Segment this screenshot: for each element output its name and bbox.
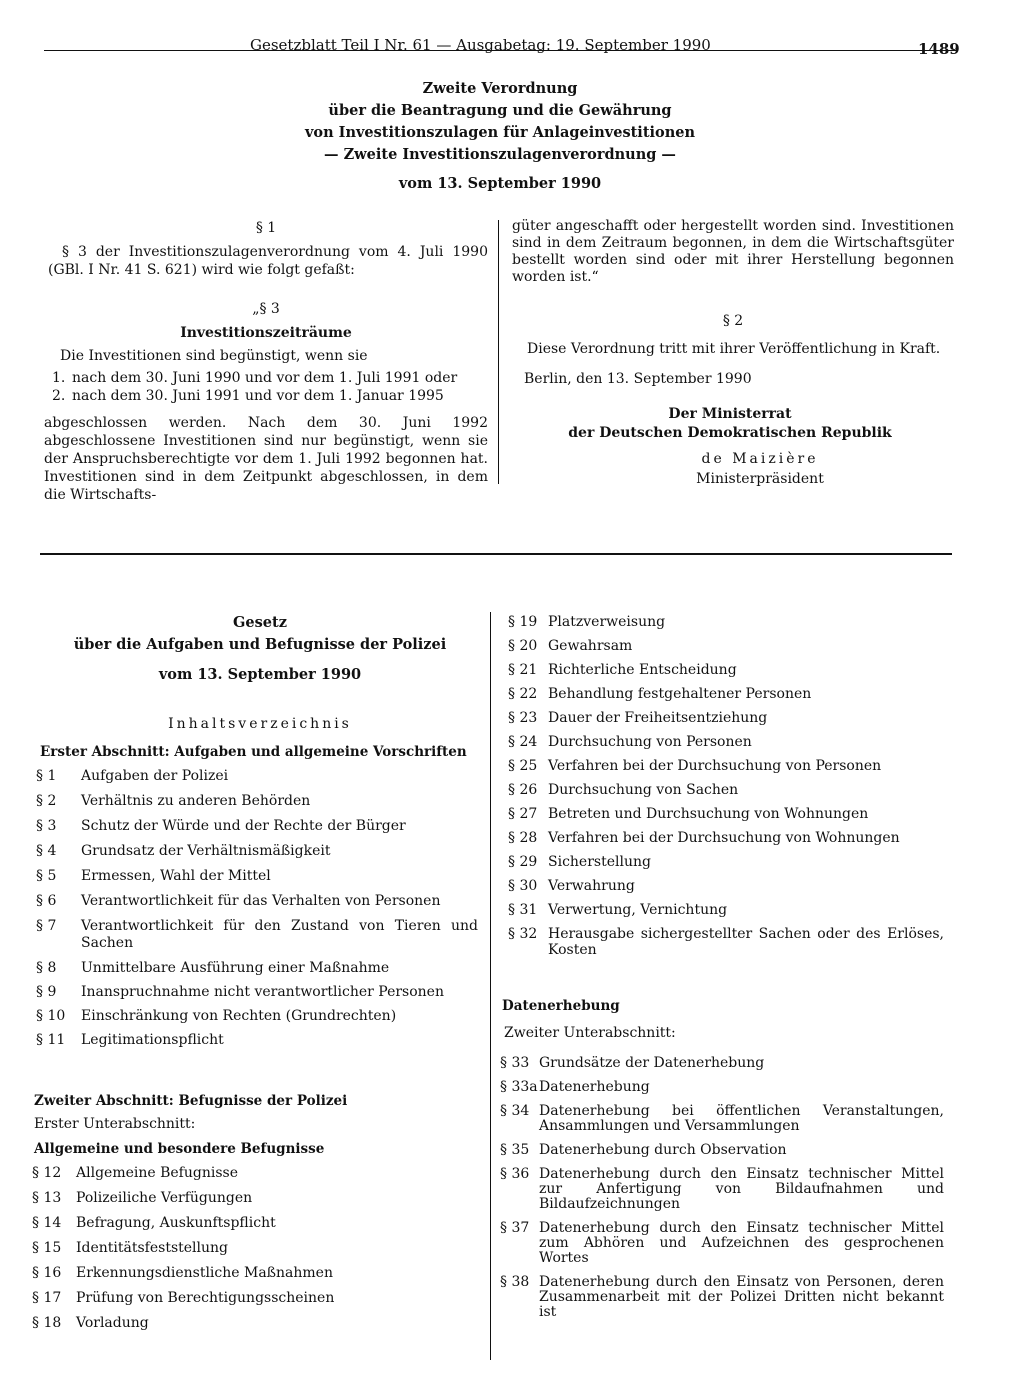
toc-item[interactable] [32, 1290, 478, 1307]
subsection-title: Datenerhebung [502, 998, 620, 1014]
toc-text: Polizeiliche Verfügungen [76, 1190, 253, 1206]
toc-number: § 23 [508, 710, 538, 726]
toc-text: Verfahren bei der Durchsuchung von Wohnungen [548, 830, 900, 846]
toc-number: § 19 [508, 614, 538, 630]
vo-title-line: über die Beantragung und die Gewährung [328, 102, 672, 119]
page-number: 1489 [918, 40, 960, 58]
toc-number: § 17 [32, 1290, 62, 1306]
section-heading: Erster Abschnitt: Aufgaben und allgemeine Vorschriften [40, 744, 467, 760]
toc-number: § 33 [500, 1055, 530, 1071]
section-heading: Zweiter Abschnitt: Befugnisse der Polizei [34, 1093, 348, 1109]
toc-item[interactable] [508, 614, 944, 630]
toc-number: § 10 [36, 1008, 66, 1024]
toc-number: § 9 [36, 984, 57, 1000]
toc-text: Datenerhebung durch den Einsatz technischer Mittel zur Anfertigung von Bildaufnahmen und Bildaufzeichnungen [539, 1166, 944, 1212]
toc-text: Verfahren bei der Durchsuchung von Personen [548, 758, 882, 774]
item-number: 2. [52, 388, 66, 404]
item-number: 1. [52, 370, 66, 386]
toc-item[interactable] [508, 806, 944, 822]
p3-heading: „§ 3 [252, 301, 280, 317]
toc-number: § 21 [508, 662, 538, 678]
toc-text: Dauer der Freiheitsentziehung [548, 710, 768, 726]
p1-text: § 3 der Investitionszulagenverordnung vom 4. Juli 1990 (GBl. I Nr. 41 S. 621) wird wie folgt gefaßt: [48, 244, 488, 278]
toc-item[interactable] [36, 818, 478, 835]
toc-number: § 30 [508, 878, 538, 894]
toc-number: § 3 [36, 818, 57, 834]
toc-item[interactable] [508, 830, 944, 846]
toc-number: § 6 [36, 893, 57, 909]
toc-text: Verantwortlichkeit für den Zustand von Tieren und Sachen [81, 918, 478, 951]
toc-item[interactable] [508, 758, 944, 774]
toc-number: § 4 [36, 843, 57, 859]
toc-item[interactable] [32, 1240, 478, 1257]
p3-intro: Die Investitionen sind begünstigt, wenn sie [60, 348, 368, 364]
toc-number: § 13 [32, 1190, 62, 1206]
toc-number: § 14 [32, 1215, 62, 1231]
toc-list-sec2 [32, 1165, 478, 1332]
vo-title [300, 78, 700, 195]
toc-text: Gewahrsam [548, 638, 633, 654]
toc-text: Betreten und Durchsuchung von Wohnungen [548, 806, 869, 822]
toc-number: § 38 [500, 1274, 530, 1290]
vo-date: vom 13. September 1990 [398, 175, 602, 192]
toc-item[interactable] [32, 1190, 478, 1207]
toc-number: § 22 [508, 686, 538, 702]
gesetz-title-line: Gesetz [233, 614, 287, 631]
gesetz-title-line: über die Aufgaben und Befugnisse der Polizei [73, 636, 447, 653]
signer-name: de Maizière [701, 451, 819, 467]
item-text: nach dem 30. Juni 1990 und vor dem 1. Juli 1991 oder [72, 370, 458, 386]
toc-number: § 18 [32, 1315, 62, 1331]
toc-text: Aufgaben der Polizei [81, 768, 229, 784]
toc-text: Befragung, Auskunftspflicht [76, 1215, 276, 1231]
toc-number: § 33a [500, 1079, 538, 1095]
toc-text: Verwahrung [548, 878, 635, 894]
toc-text: Schutz der Würde und der Rechte der Bürger [81, 818, 406, 834]
vo-title-line: von Investitionszulagen für Anlageinvestitionen [304, 124, 696, 141]
toc-text: Platzverweisung [548, 614, 666, 630]
toc-number: § 7 [36, 918, 57, 934]
list-item [52, 370, 488, 386]
toc-item[interactable] [508, 686, 944, 702]
toc-number: § 29 [508, 854, 538, 870]
toc-text: Datenerhebung durch den Einsatz von Personen, deren Zusammenarbeit mit der Polizei Dritten nicht bekannt ist [539, 1274, 944, 1320]
toc-text: Identitätsfeststellung [76, 1240, 229, 1256]
toc-text: Legitimationspflicht [81, 1032, 224, 1048]
toc-number: § 12 [32, 1165, 62, 1181]
subsection-label: Zweiter Unterabschnitt: [504, 1025, 676, 1041]
toc-item[interactable] [508, 662, 944, 678]
toc-text: Inanspruchnahme nicht verantwortlicher Personen [81, 984, 444, 1000]
toc-text: Einschränkung von Rechten (Grundrechten) [81, 1008, 397, 1024]
toc-text: Erkennungsdienstliche Maßnahmen [76, 1265, 333, 1281]
toc-text: Unmittelbare Ausführung einer Maßnahme [81, 960, 390, 976]
toc-item[interactable] [500, 1104, 944, 1134]
column-rule [498, 220, 499, 484]
toc-number: § 11 [36, 1032, 66, 1048]
toc-item[interactable] [508, 926, 944, 958]
signing-body [530, 405, 930, 443]
toc-item[interactable] [36, 843, 478, 860]
toc-text: Herausgabe sichergestellter Sachen oder des Erlöses, Kosten [548, 926, 944, 958]
toc-item[interactable] [32, 1215, 478, 1232]
toc-number: § 2 [36, 793, 57, 809]
toc-number: § 31 [508, 902, 538, 918]
p2-heading: § 2 [722, 313, 744, 329]
toc-text: Durchsuchung von Personen [548, 734, 752, 750]
toc-item[interactable] [500, 1056, 944, 1071]
toc-number: § 36 [500, 1166, 530, 1182]
toc-item[interactable] [36, 1008, 478, 1025]
toc-text: Ermessen, Wahl der Mittel [81, 868, 271, 884]
toc-item[interactable] [36, 768, 478, 785]
gesetz-title [44, 612, 476, 686]
toc-item[interactable] [508, 854, 944, 870]
toc-number: § 15 [32, 1240, 62, 1256]
p2-text: Diese Verordnung tritt mit ihrer Veröffentlichung in Kraft. [527, 341, 941, 357]
toc-item[interactable] [36, 1032, 478, 1049]
vo-title-line: Zweite Verordnung [422, 80, 578, 97]
toc-number: § 8 [36, 960, 57, 976]
toc-text: Datenerhebung durch Observation [539, 1142, 787, 1158]
toc-text: Verantwortlichkeit für das Verhalten von Personen [81, 893, 441, 909]
toc-number: § 20 [508, 638, 538, 654]
toc-item[interactable] [32, 1315, 478, 1332]
toc-number: § 16 [32, 1265, 62, 1281]
toc-text: Behandlung festgehaltener Personen [548, 686, 812, 702]
subsection-title: Allgemeine und besondere Befugnisse [34, 1141, 325, 1157]
toc-title: Inhaltsverzeichnis [168, 716, 352, 732]
toc-number: § 5 [36, 868, 57, 884]
toc-text: Verwertung, Vernichtung [548, 902, 728, 918]
section-separator [40, 553, 952, 555]
place-date: Berlin, den 13. September 1990 [524, 371, 752, 387]
toc-text: Datenerhebung [539, 1079, 650, 1095]
signing-line: der Deutschen Demokratischen Republik [568, 425, 892, 441]
toc-item[interactable] [36, 868, 478, 885]
toc-number: § 32 [508, 926, 538, 942]
toc-item[interactable] [36, 893, 478, 910]
toc-item[interactable] [32, 1165, 478, 1182]
p3-rest: abgeschlossen werden. Nach dem 30. Juni 1992 abgeschlossene Investitionen sind nur begünstigt, wenn sie der Anspruchsberechtigte vor dem 1. Juli 1992 begonnen hat. Investitionen sind in dem Zeitpunkt abgeschlossen, in dem die Wirtschafts- [44, 415, 488, 503]
toc-item[interactable] [508, 734, 944, 750]
toc-item[interactable] [36, 918, 478, 952]
toc-text: Allgemeine Befugnisse [76, 1165, 238, 1181]
toc-item[interactable] [500, 1167, 944, 1212]
toc-text: Grundsätze der Datenerhebung [539, 1055, 765, 1071]
signing-line: Der Ministerrat [668, 406, 792, 422]
toc-number: § 28 [508, 830, 538, 846]
toc-item[interactable] [500, 1080, 944, 1095]
vo-title-line: — Zweite Investitionszulagenverordnung — [324, 146, 676, 163]
toc-number: § 27 [508, 806, 538, 822]
subsection-label: Erster Unterabschnitt: [34, 1116, 196, 1132]
toc-text: Datenerhebung bei öffentlichen Veranstaltungen, Ansammlungen und Versammlungen [539, 1103, 944, 1134]
toc-item[interactable] [508, 638, 944, 654]
toc-item[interactable] [508, 902, 944, 918]
toc-list-right [508, 614, 944, 958]
toc-item[interactable] [32, 1265, 478, 1282]
p3-continuation: güter angeschafft oder hergestellt worden sind. Investitionen sind in dem Zeitraum begonnen, in dem die Wirtschaftsgüter bestellt worden sind oder mit ihrer Herstellung begonnen worden ist.“ [512, 218, 954, 285]
toc-text: Vorladung [76, 1315, 149, 1331]
toc-item[interactable] [508, 782, 944, 798]
toc-text: Grundsatz der Verhältnismäßigkeit [81, 843, 331, 859]
running-header: Gesetzblatt Teil I Nr. 61 — Ausgabetag: 19. September 1990 [250, 36, 711, 54]
toc-text: Durchsuchung von Sachen [548, 782, 739, 798]
toc-number: § 26 [508, 782, 538, 798]
list-item [52, 388, 488, 404]
toc-item[interactable] [36, 984, 478, 1001]
toc-list-data [500, 1056, 944, 1320]
toc-item[interactable] [508, 710, 944, 726]
toc-text: Richterliche Entscheidung [548, 662, 737, 678]
toc-number: § 25 [508, 758, 538, 774]
toc-item[interactable] [36, 793, 478, 810]
toc-number: § 34 [500, 1103, 530, 1119]
toc-item[interactable] [36, 960, 478, 977]
toc-number: § 35 [500, 1142, 530, 1158]
toc-item[interactable] [500, 1221, 944, 1266]
toc-number: § 24 [508, 734, 538, 750]
toc-list-sec1 [36, 768, 478, 1049]
toc-text: Verhältnis zu anderen Behörden [81, 793, 311, 809]
p1-heading: § 1 [255, 220, 277, 236]
toc-item[interactable] [500, 1275, 944, 1320]
toc-item[interactable] [500, 1143, 944, 1158]
toc-item[interactable] [508, 878, 944, 894]
item-text: nach dem 30. Juni 1991 und vor dem 1. Januar 1995 [72, 388, 444, 404]
toc-text: Prüfung von Berechtigungsscheinen [76, 1290, 335, 1306]
p3-title: Investitionszeiträume [180, 325, 352, 341]
signer-title: Ministerpräsident [696, 471, 824, 487]
gesetz-date: vom 13. September 1990 [158, 666, 362, 683]
column-rule [490, 612, 491, 1360]
toc-number: § 37 [500, 1220, 530, 1236]
toc-number: § 1 [36, 768, 57, 784]
toc-text: Sicherstellung [548, 854, 651, 870]
toc-text: Datenerhebung durch den Einsatz technischer Mittel zum Abhören und Aufzeichnen des gesprochenen Wortes [539, 1220, 944, 1266]
